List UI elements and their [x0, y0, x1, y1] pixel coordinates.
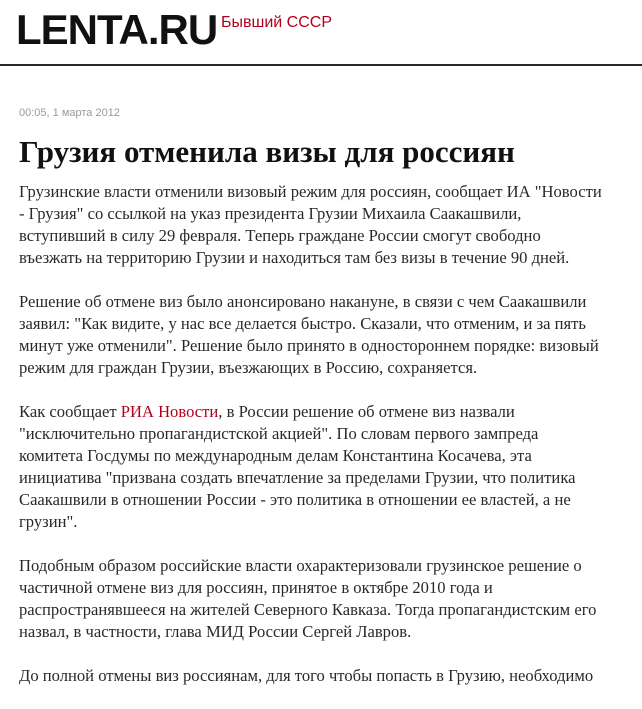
text-fragment: Как сообщает — [19, 402, 121, 421]
article-title: Грузия отменила визы для россиян — [19, 134, 515, 169]
ria-novosti-link[interactable]: РИА Новости — [120, 402, 219, 421]
text-line: инициатива "призвана создать впечатление за пределами Грузии, что политика — [19, 468, 576, 487]
site-logo[interactable]: LENTA.RU — [16, 6, 218, 53]
text-line: - Грузия" со ссылкой на указ президента Грузии Михаила Саакашвили, — [19, 204, 522, 223]
text-line: назвал, в частности, глава МИД России Сергей Лавров. — [19, 622, 412, 641]
text-line: въезжать на территорию Грузии и находиться там без визы в течение 90 дней. — [19, 248, 570, 267]
text-line: "исключительно пропагандистской акцией". По словам первого зампреда — [19, 424, 539, 443]
text-line: минут уже отменили". Решение было принято в одностороннем порядке: визовый — [19, 336, 599, 355]
site-header — [0, 0, 642, 66]
text-line — [19, 401, 619, 423]
paragraph-3 — [19, 401, 619, 533]
text-line: комитета Госдумы по международным делам Константина Косачева, эта — [19, 446, 532, 465]
text-line: заявил: "Как видите, у нас все делается быстро. Сказали, что отменим, и за пять — [19, 314, 586, 333]
text-line: Грузинские власти отменили визовый режим для россиян, сообщает ИА "Новости — [19, 182, 602, 201]
text-line: Саакашвили в отношении России - это политика в отношении ее властей, а не — [19, 490, 571, 509]
section-link[interactable]: Бывший СССР — [221, 14, 332, 31]
text-line: вступивший в силу 29 февраля. Теперь граждане России смогут свободно — [19, 226, 541, 245]
text-line: распространявшееся на жителей Северного Кавказа. Тогда пропагандистским его — [19, 600, 597, 619]
text-line: частичной отмене виз для россиян, принятое в октябре 2010 года и — [19, 578, 493, 597]
text-line: До полной отмены виз россиянам, для того чтобы попасть в Грузию, необходимо — [19, 666, 594, 685]
article-body — [19, 181, 619, 709]
paragraph-5 — [19, 665, 619, 687]
paragraph-1 — [19, 181, 619, 269]
text-line: Решение об отмене виз было анонсировано накануне, в связи с чем Саакашвили — [19, 292, 587, 311]
text-line: режим для граждан Грузии, въезжающих в Россию, сохраняется. — [19, 358, 478, 377]
text-fragment: , в России решение об отмене виз назвали — [218, 402, 515, 421]
text-line: грузин". — [19, 512, 78, 531]
text-line: Подобным образом российские власти охарактеризовали грузинское решение о — [19, 556, 582, 575]
paragraph-4 — [19, 555, 619, 643]
article-dateline: 00:05, 1 марта 2012 — [19, 107, 120, 119]
paragraph-2 — [19, 291, 619, 379]
